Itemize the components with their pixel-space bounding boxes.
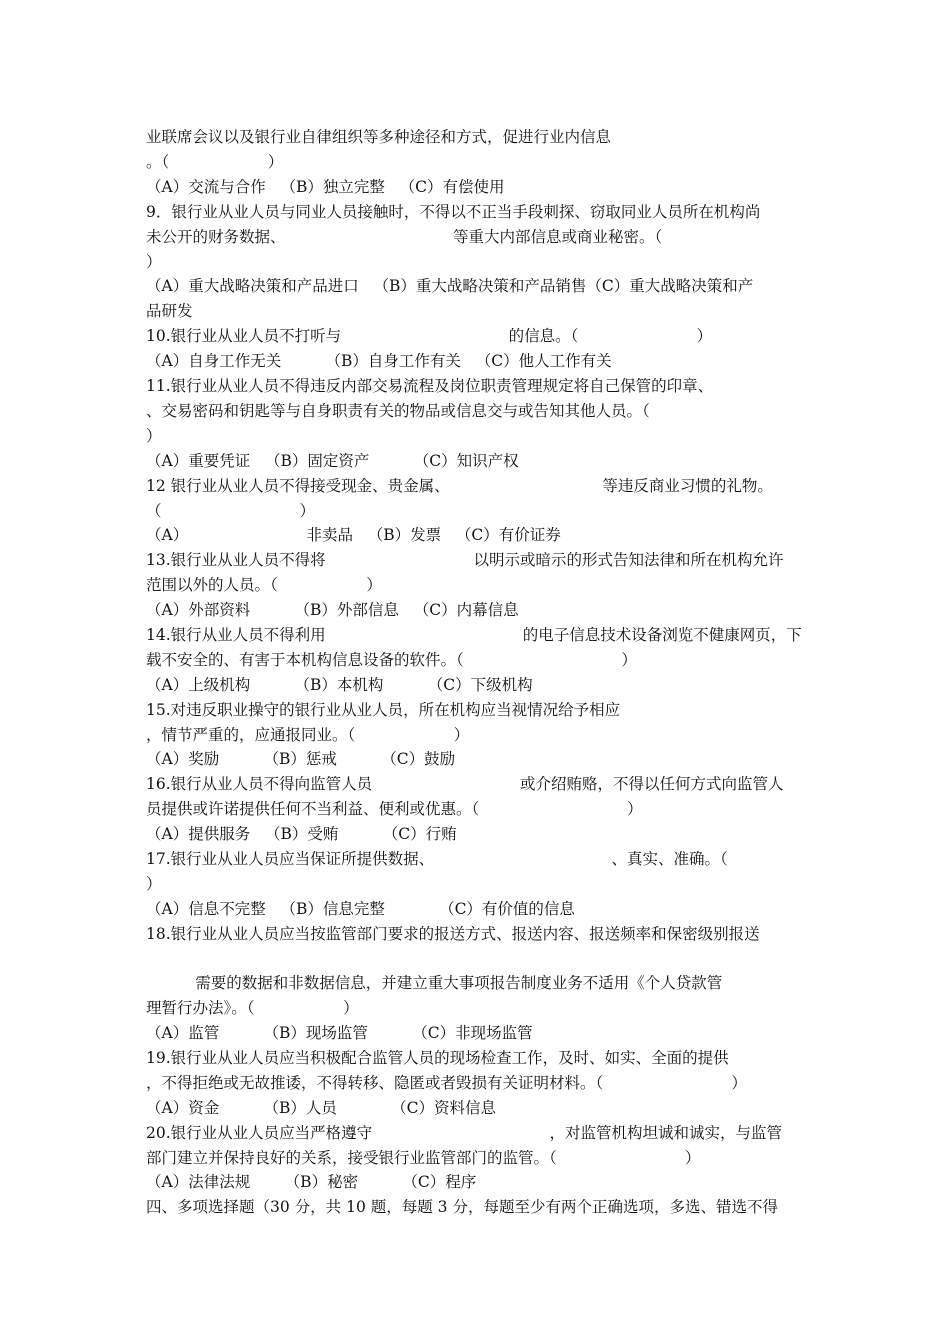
option-line: （A）信息不完整 （B）信息完整 （C）有价值的信息 <box>146 900 575 918</box>
option-line: （A）交流与合作 （B）独立完整 （C）有偿使用 <box>146 178 505 196</box>
option-line: （A）上级机构 （B）本机构 （C）下级机构 <box>146 676 533 694</box>
question-19: 19.银行业从业人员应当积极配合监管人员的现场检查工作，及时、如实、全面的提供 <box>146 1049 729 1067</box>
option-line: （A）自身工作无关 （B）自身工作有关 （C）他人工作有关 <box>146 352 612 370</box>
option-line: （A） 非卖品 （B）发票 （C）有价证券 <box>146 526 561 544</box>
option-line: （A）法律法规 （B）秘密 （C）程序 <box>146 1173 477 1191</box>
option-line: （A）提供服务 （B）受贿 （C）行贿 <box>146 825 457 843</box>
option-line: （A）资金 （B）人员 （C）资料信息 <box>146 1099 496 1117</box>
question-17: 17.银行业从业人员应当保证所提供数据、 、真实、准确。（ <box>146 850 728 868</box>
text-line: 需要的数据和非数据信息，并建立重大事项报告制度业务不适用《个人贷款管 <box>146 974 723 992</box>
text-line: 员提供或许诺提供任何不当利益、便利或优惠。（ ） <box>146 800 643 818</box>
question-11: 11.银行业从业人员不得违反内部交易流程及岗位职责管理规定将自己保管的印章、 <box>146 377 714 395</box>
text-line: ） <box>146 253 162 271</box>
text-line: 未公开的财务数据、 等重大内部信息或商业秘密。（ <box>146 228 663 246</box>
text-line: 理暂行办法》。（ ） <box>146 999 359 1017</box>
question-16: 16.银行从业人员不得向监管人员 或介绍贿赂，不得以任何方式向监管人 <box>146 775 784 793</box>
text-line: 业联席会议以及银行业自律组织等多种途径和方式，促进行业内信息 <box>146 128 612 146</box>
option-line: （A）奖励 （B）惩戒 （C）鼓励 <box>146 750 456 768</box>
question-15: 15.对违反职业操守的银行业从业人员，所在机构应当视情况给予相应 <box>146 701 621 719</box>
option-line: （A）重要凭证 （B）固定资产 （C）知识产权 <box>146 452 519 470</box>
question-13: 13.银行业从业人员不得将 以明示或暗示的形式告知法律和所在机构允许 <box>146 551 784 569</box>
text-line: ） <box>146 875 162 893</box>
text-line: 范围以外的人员。（ ） <box>146 576 382 594</box>
question-12: 12 银行业从业人员不得接受现金、贵金属、 等违反商业习惯的礼物。 <box>146 477 773 495</box>
text-line: 。（ ） <box>146 153 284 171</box>
text-line: ） <box>146 427 162 445</box>
text-line: 、交易密码和钥匙等与自身职责有关的物品或信息交与或告知其他人员。（ <box>146 402 650 420</box>
option-line: （A）监管 （B）现场监管 （C）非现场监管 <box>146 1024 533 1042</box>
question-10: 10.银行业从业人员不打听与 的信息。（ ） <box>146 327 713 345</box>
text-line: （ ） <box>146 502 315 520</box>
option-line: （A）外部资料 （B）外部信息 （C）内幕信息 <box>146 601 519 619</box>
question-18: 18.银行业从业人员应当按监管部门要求的报送方式、报送内容、报送频率和保密级别报送 <box>146 925 760 943</box>
option-line: （A）重大战略决策和产品进口 （B）重大战略决策和产品销售（C）重大战略决策和产 <box>146 277 754 295</box>
question-20: 20.银行业从业人员应当严格遵守 ，对监管机构坦诚和诚实，与监管 <box>146 1124 783 1142</box>
text-line: 载不安全的、有害于本机构信息设备的软件。（ ） <box>146 651 637 669</box>
text-line: ，不得拒绝或无故推诿，不得转移、隐匿或者毁损有关证明材料。（ ） <box>146 1074 747 1092</box>
text-line: ，情节严重的，应通报同业。（ ） <box>146 726 470 744</box>
question-9: 9．银行业从业人员与同业人员接触时，不得以不正当手段刺探、窃取同业人员所在机构尚 <box>146 203 761 221</box>
question-14: 14.银行从业人员不得利用 的电子信息技术设备浏览不健康网页，下 <box>146 626 802 644</box>
text-line: 品研发 <box>146 302 193 320</box>
text-line: 部门建立并保持良好的关系，接受银行业监管部门的监管。（ ） <box>146 1149 701 1167</box>
section-heading: 四、多项选择题（30 分，共 10 题，每题 3 分，每题至少有两个正确选项，多选、错选不得 <box>146 1198 778 1216</box>
